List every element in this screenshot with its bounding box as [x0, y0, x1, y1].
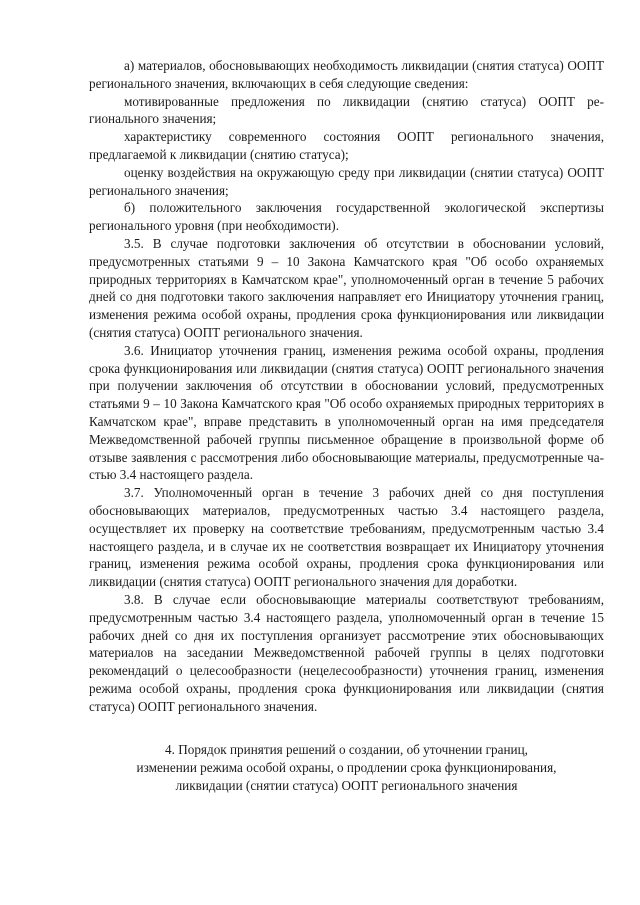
paragraph-3-7: 3.7. Уполномоченный орган в течение 3 рабочих дней со дня поступления обосновывающих материалов, предусмотренных частью 3.4 настоящего раздела, осуществляет их проверку на соответствие требованиям, предусмотренным частью 3.4 настоящего раздела, и в случае их не соответствия возвращает их Инициатору уточнения границ, изменения режима особой охраны, продления срока функционирования или ликвидации (снятия статуса) ООПТ регионального значения для доработки.: [89, 485, 604, 590]
paragraph-motivated-proposals: мотивированные предложения по ликвидации (снятию статуса) ООПТ регионального значения;: [89, 93, 604, 127]
paragraph-3-8: 3.8. В случае если обосновывающие материалы соответствуют требованиям, предусмотренным частью 3.4 настоящего раздела, уполномоченный орган в течение 15 рабочих дней со дня их поступления организует рассмотрение этих обосновывающих материалов на заседании Межведомственной рабочей группы в целях подготовки рекомендаций о целесообразности (нецелесообразности) уточнения границ, изменения режима особой охраны, продления срока функционирования или ликвидации (снятия статуса) ООПТ регионального значения.: [89, 591, 604, 714]
paragraph-state-characteristics: характеристику современного состояния ООПТ регионального значения, предлагаемой к ликвидации (снятию статуса);: [89, 129, 604, 162]
section-4-heading: [89, 741, 604, 794]
paragraph-3-5: 3.5. В случае подготовки заключения об отсутствии в обосновании условий, предусмотренных статьями 9 – 10 Закона Камчатского края "Об особо охраняемых природных территориях в Камчатском крае", уполномоченный орган в течение 5 рабочих дней со дня подготовки такого заключения направляет его Инициатору уточнения границ, изменения режима особой охраны, продления срока функционирования или ликвидации (снятия статуса) ООПТ регионального значения.: [89, 235, 604, 340]
paragraph-3-6: 3.6. Инициатор уточнения границ, изменения режима особой охраны, продления срока функционирования или ликвидации (снятия статуса) ООПТ регионального значения при получении заключения об отсутствии в обосновании условий, предусмотренных статьями 9 – 10 Закона Камчатского края "Об особо охраняемых природных территориях в Камчатском крае", вправе представить в уполномоченный орган на имя председателя Межведомственной рабочей группы письменное обращение в произвольной форме об отзыве заявления с рассмотрения либо обосновывающие материалы, предусмотренные частью 3.4 настоящего раздела.: [89, 342, 604, 483]
section-heading-line: 4. Порядок принятия решений о создании, об уточнении границ,: [165, 742, 528, 758]
paragraph-environmental-impact: оценку воздействия на окружающую среду при ликвидации (снятии статуса) ООПТ регионального значения;: [89, 164, 604, 198]
paragraph-materials-a: а) материалов, обосновывающих необходимость ликвидации (снятия статуса) ООПТ регионального значения, включающих в себя следующие сведения:: [89, 58, 604, 91]
paragraph-expert-review-b: б) положительного заключения государственной экологической экспертизы регионального уровня (при необходимости).: [89, 200, 604, 234]
section-heading-line: ликвидации (снятии статуса) ООПТ регионального значения: [175, 778, 518, 794]
section-heading-line: изменении режима особой охраны, о продлении срока функционирования,: [136, 760, 557, 776]
